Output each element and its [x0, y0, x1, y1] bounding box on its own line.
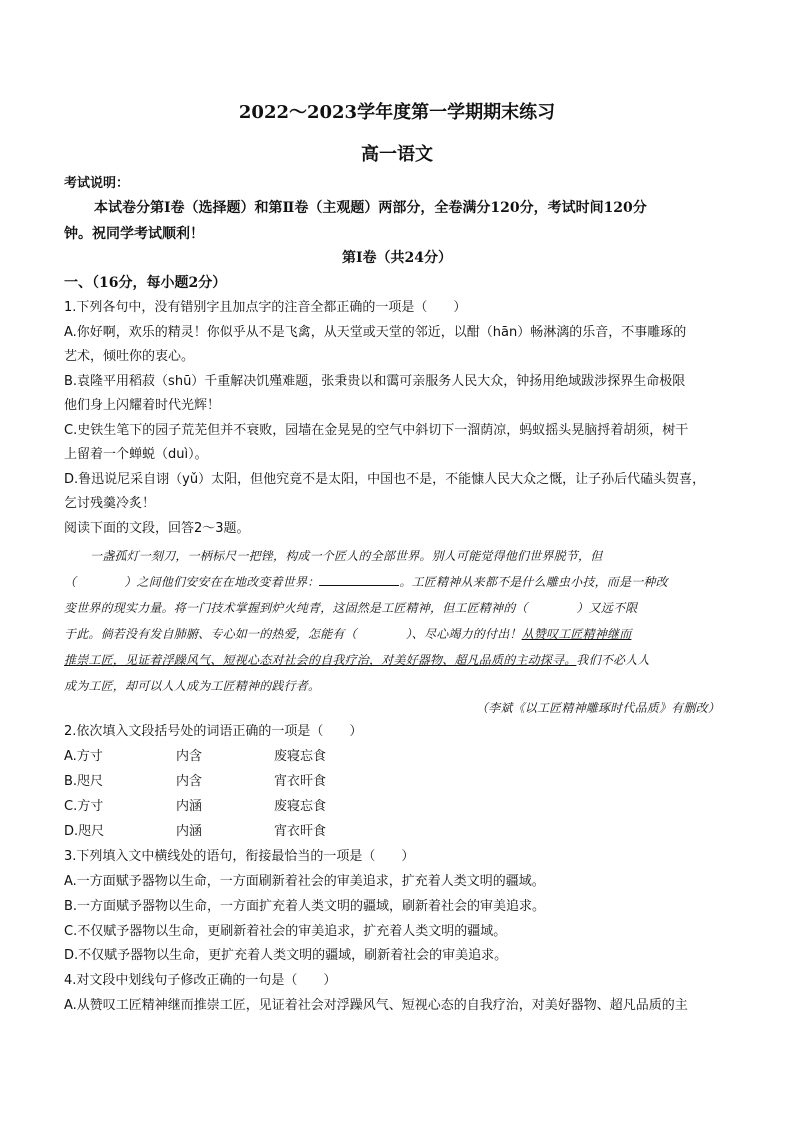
instructions-line-1: 本试卷分第Ⅰ卷（选择题）和第Ⅱ卷（主观题）两部分，全卷满分120分，考试时间120分	[94, 200, 647, 216]
passage-line-6: 成为工匠，却可以人人成为工匠精神的践行者。	[64, 679, 321, 693]
passage-line-3: 变世界的现实力量。将一门技术掌握到炉火纯青，这固然是工匠精神，但工匠精神的（ ）又远不限	[64, 601, 638, 615]
question-1-option-b-line-1: B.袁隆平用稻菽（shū）千重解决饥殣难题，张秉贵以和霭可亲服务人民大众，钟扬用绝域跋涉探界生命极限	[64, 374, 686, 389]
question-1-option-a-line-2: 艺术，倾吐你的衷心。	[64, 349, 195, 364]
passage-underlined-sentence-end: 推崇工匠，见证着浮躁风气、短视心态对社会的自我疗治，对美好器物、超凡品质的主动探寻。	[64, 653, 577, 667]
question-1-option-c-line-2: 上留着一个蝉蜕（duì）。	[64, 447, 208, 462]
passage-line-4	[64, 624, 736, 644]
question-1-option-b-line-2: 他们身上闪耀着时代光辉！	[64, 398, 221, 413]
question-4-option-a-line-1: A.从赞叹工匠精神继而推崇工匠，见证着社会对浮躁风气、短视心态的自我疗治，对美好器物、超凡品质的主	[64, 998, 688, 1013]
question-1-option-c-line-1: C.史铁生笔下的园子荒芜但并不衰败，园墙在金晃晃的空气中斜切下一溜荫凉，蚂蚁摇头晃脑捋着胡须，树干	[64, 423, 689, 438]
exam-subject: 高一语文	[361, 144, 433, 165]
passage-line-4-text: 于此。倘若没有发自肺腑、专心如一的热爱，怎能有（ ）、尽心竭力的付出！	[64, 627, 522, 641]
passage-underlined-sentence-start: 从赞叹工匠精神继而	[521, 627, 632, 641]
question-1-stem: 1.下列各句中，没有错别字且加点字的注音全都正确的一项是（ ）	[64, 300, 467, 315]
passage-line-2	[64, 572, 736, 592]
question-3-option-b: B.一方面赋予器物以生命，一方面扩充着人类文明的疆域，刷新着社会的审美追求。	[64, 899, 546, 914]
passage-line-2-tail: 。工匠精神从来都不是什么雕虫小技，而是一种改	[399, 575, 668, 589]
passage-bracket-open: （	[64, 575, 77, 589]
passage-line-2-text: ）之间他们安安在在地改变着世界：	[124, 575, 320, 589]
question-3-option-c: C.不仅赋予器物以生命，更刷新着社会的审美追求，扩充着人类文明的疆域。	[64, 924, 507, 939]
instructions-heading: 考试说明：	[64, 176, 130, 191]
question-1-option-d-line-2: 乞讨残羹冷炙！	[64, 496, 156, 511]
exam-page: 2022～2023学年度第一学期期末练习 高一语文 考试说明： 本试卷分第Ⅰ卷（选择题）和第Ⅱ卷（主观题）两部分，全卷满分120分，考试时间120分 钟。祝同学考试顺利！ 第Ⅰ卷（共24分） 一、（16分，每小题2分） 1.下列各句中，没有错别字且加点字的注音全都正确的一项是（ ） A.你好啊，欢乐的精灵！你似乎从不是飞禽，从天堂或天堂的邻近，以酣（hān）畅淋漓的乐音，不事雕琢的 艺术，倾吐你的衷心。 B.袁隆平用稻菽（shū）千重解决饥殣难题，张秉贵以和霭可亲服务人民大众，钟扬用绝域跋涉探界生命极限 他们身上闪耀着时代光辉！ C.史铁生笔下的园子荒芜但并不衰败，园墙在金晃晃的空气中斜切下一溜荫凉，蚂蚁摇头晃脑捋着胡须，树干 上留着一个蝉蜕（duì）。 D.鲁迅说尼采自诩（yǔ）太阳，但他究竟不是太阳，中国也不是，不能慷人民大众之慨，让子孙后代磕头贺喜， 乞讨残羹冷炙！ 阅读下面的文段，回答2～3题。 一盏孤灯一刻刀，一柄标尺一把锉，构成一个匠人的全部世界。别人可能觉得他们世界脱节，但 （ ）之间他们安安在在地改变着世界： 。工匠精神从来都不是什么雕虫小技，而是一种改 变世界的现实力量。将一门技术掌握到炉火纯青，这固然是工匠精神，但工匠精神的（ ）又远不限 于此。倘若没有发自肺腑、专心如一的热爱，怎能有（ ）、尽心竭力的付出！从赞叹工匠精神继而 推崇工匠，见证着浮躁风气、短视心态对社会的自我疗治，对美好器物、超凡品质的主动探寻。我们不必人人 成为工匠，却可以人人成为工匠精神的践行者。 （李斌《以工匠精神雕琢时代品质》有删改） 2.依次填入文段括号处的词语正确的一项是（ ） A.方寸 内含 废寝忘食 B.咫尺 内含 宵衣旰食 C.方寸 内涵 废寝忘食 D.咫尺 内涵 宵衣旰食 3.下列填入文中横线处的语句，衔接最恰当的一项是（ ） A.一方面赋予器物以生命，一方面刷新着社会的审美追求，扩充着人类文明的疆域。 B.一方面赋予器物以生命，一方面扩充着人类文明的疆域，刷新着社会的审美追求。 C.不仅赋予器物以生命，更刷新着社会的审美追求，扩充着人类文明的疆域。 D.不仅赋予器物以生命，更扩充着人类文明的疆域，刷新着社会的审美追求。 4.对文段中划线句子修改正确的一句是（ ） A.从赞叹工匠精神继而推崇工匠，见证着社会对浮躁风气、短视心态的自我疗治，对美好器物、超凡品质的主	[0, 0, 794, 1123]
question-3-option-a: A.一方面赋予器物以生命，一方面刷新着社会的审美追求，扩充着人类文明的疆域。	[64, 874, 545, 889]
part1-title: 第Ⅰ卷（共24分）	[341, 250, 453, 266]
question-1-option-d-line-1: D.鲁迅说尼采自诩（yǔ）太阳，但他究竟不是太阳，中国也不是，不能慷人民大众之慨，让子孙后代磕头贺喜，	[64, 472, 706, 487]
question-3-stem: 3.下列填入文中横线处的语句，衔接最恰当的一项是（ ）	[64, 849, 415, 864]
question-1-option-a-line-1: A.你好啊，欢乐的精灵！你似乎从不是飞禽，从天堂或天堂的邻近，以酣（hān）畅淋漓的乐音，不事雕琢的	[64, 325, 687, 340]
reading-intro: 阅读下面的文段，回答2～3题。	[64, 521, 250, 536]
passage-fill-blank	[319, 573, 399, 586]
passage-line-5-tail: 我们不必人人	[576, 653, 650, 667]
exam-title: 2022～2023学年度第一学期期末练习	[238, 102, 556, 123]
question-4-stem: 4.对文段中划线句子修改正确的一句是（ ）	[64, 973, 337, 988]
question-2-stem: 2.依次填入文段括号处的词语正确的一项是（ ）	[64, 724, 363, 739]
section-heading: 一、（16分，每小题2分）	[64, 275, 227, 291]
question-3-option-d: D.不仅赋予器物以生命，更扩充着人类文明的疆域，刷新着社会的审美追求。	[64, 948, 508, 963]
instructions-line-2: 钟。祝同学考试顺利！	[64, 226, 204, 242]
passage-line-5	[64, 650, 736, 670]
passage-line-1: 一盏孤灯一刻刀，一柄标尺一把锉，构成一个匠人的全部世界。别人可能觉得他们世界脱节，但	[90, 549, 603, 563]
passage-source: （李斌《以工匠精神雕琢时代品质》有删改）	[475, 701, 720, 715]
